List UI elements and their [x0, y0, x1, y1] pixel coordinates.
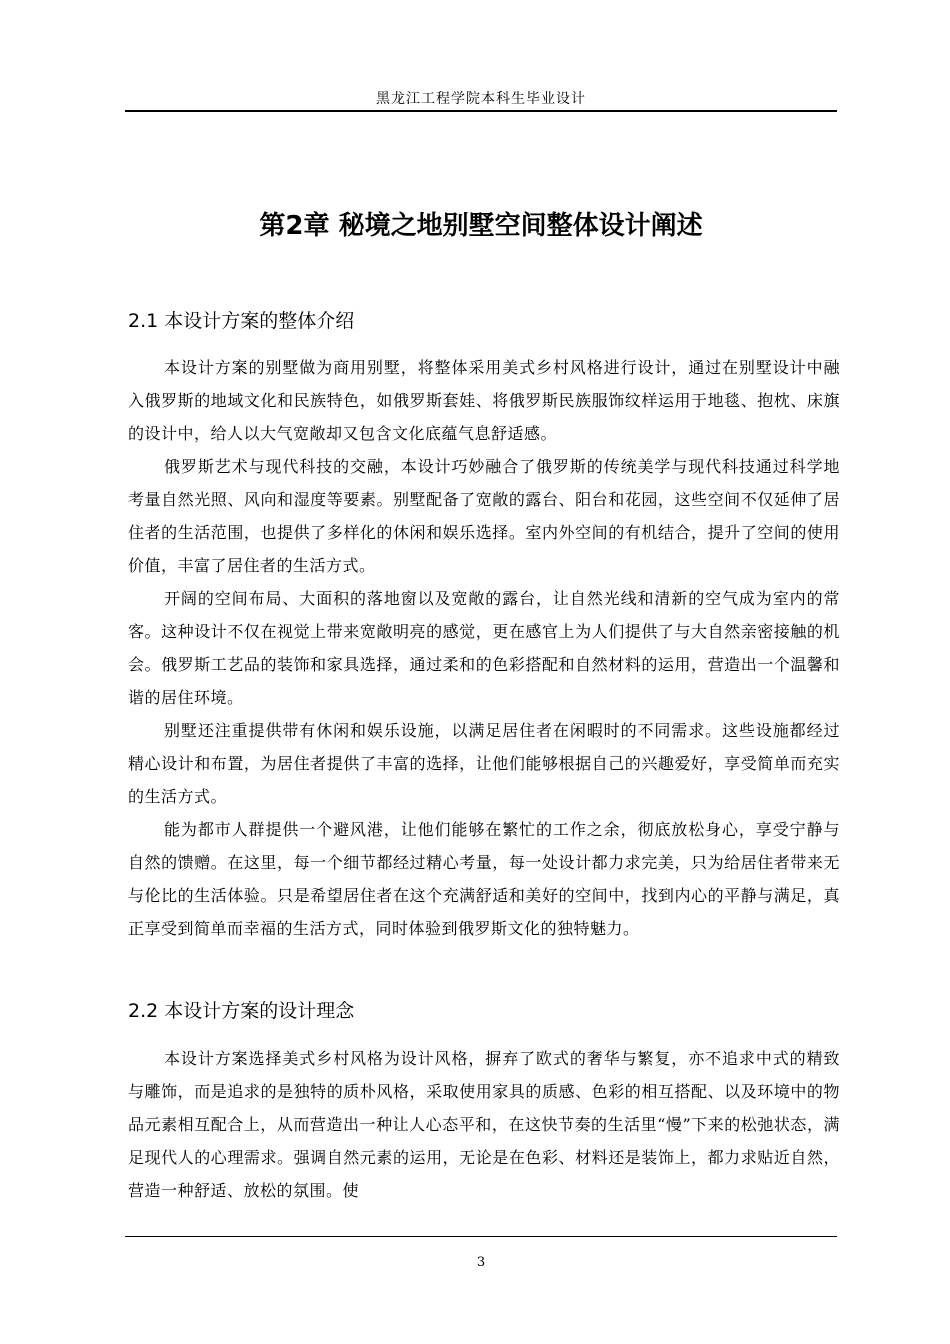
- section-heading-2-1: 2.1 本设计方案的整体介绍: [128, 310, 355, 332]
- section-heading-2-2: 2.2 本设计方案的设计理念: [128, 1000, 355, 1022]
- paragraph: 别墅还注重提供带有休闲和娱乐设施，以满足居住者在闲暇时的不同需求。这些设施都经过精心设计和布置，为居住者提供了丰富的选择，让他们能够根据自己的兴趣爱好，享受简单而充实的生活方式。: [128, 721, 840, 806]
- section-body-2-1: [128, 351, 840, 945]
- paragraph: 开阔的空间布局、大面积的落地窗以及宽敞的露台，让自然光线和清新的空气成为室内的常客。这种设计不仅在视觉上带来宽敞明亮的感觉，更在感官上为人们提供了与大自然亲密接触的机会。俄罗斯工艺品的装饰和家具选择，通过柔和的色彩搭配和自然材料的运用，营造出一个温馨和谐的居住环境。: [128, 589, 840, 707]
- page-number: 3: [476, 1255, 486, 1270]
- paragraph: 能为都市人群提供一个避风港，让他们能够在繁忙的工作之余，彻底放松身心，享受宁静与自然的馈赠。在这里，每一个细节都经过精心考量，每一处设计都力求完美，只为给居住者带来无与伦比的生活体验。只是希望居住者在这个充满舒适和美好的空间中，找到内心的平静与满足，真正享受到简单而幸福的生活方式，同时体验到俄罗斯文化的独特魅力。: [128, 820, 840, 938]
- paragraph: 俄罗斯艺术与现代科技的交融，本设计巧妙融合了俄罗斯的传统美学与现代科技通过科学地考量自然光照、风向和湿度等要素。别墅配备了宽敞的露台、阳台和花园，这些空间不仅延伸了居住者的生活范围，也提供了多样化的休闲和娱乐选择。室内外空间的有机结合，提升了空间的使用价值，丰富了居住者的生活方式。: [128, 457, 840, 575]
- running-header: 黑龙江工程学院本科生毕业设计: [376, 91, 586, 107]
- paragraph: 本设计方案选择美式乡村风格为设计风格，摒弃了欧式的奢华与繁复，亦不追求中式的精致与雕饰，而是追求的是独特的质朴风格，采取使用家具的质感、色彩的相互搭配、以及环境中的物品元素相互配合上，从而营造出一种让人心态平和，在这快节奏的生活里“慢”下来的松弛状态，满足现代人的心理需求。强调自然元素的运用，无论是在色彩、材料还是装饰上，都力求贴近自然，营造一种舒适、放松的氛围。使: [128, 1049, 840, 1200]
- section-body-2-2: [128, 1042, 840, 1207]
- chapter-title: 第2章 秘境之地别墅空间整体设计阐述: [259, 211, 703, 241]
- paragraph: 本设计方案的别墅做为商用别墅，将整体采用美式乡村风格进行设计，通过在别墅设计中融入俄罗斯的地域文化和民族特色，如俄罗斯套娃、将俄罗斯民族服饰纹样运用于地毯、抱枕、床旗的设计中，给人以大气宽敞却又包含文化底蕴气息舒适感。: [128, 358, 840, 443]
- footer-divider: [125, 1236, 837, 1237]
- header-divider: [125, 110, 837, 112]
